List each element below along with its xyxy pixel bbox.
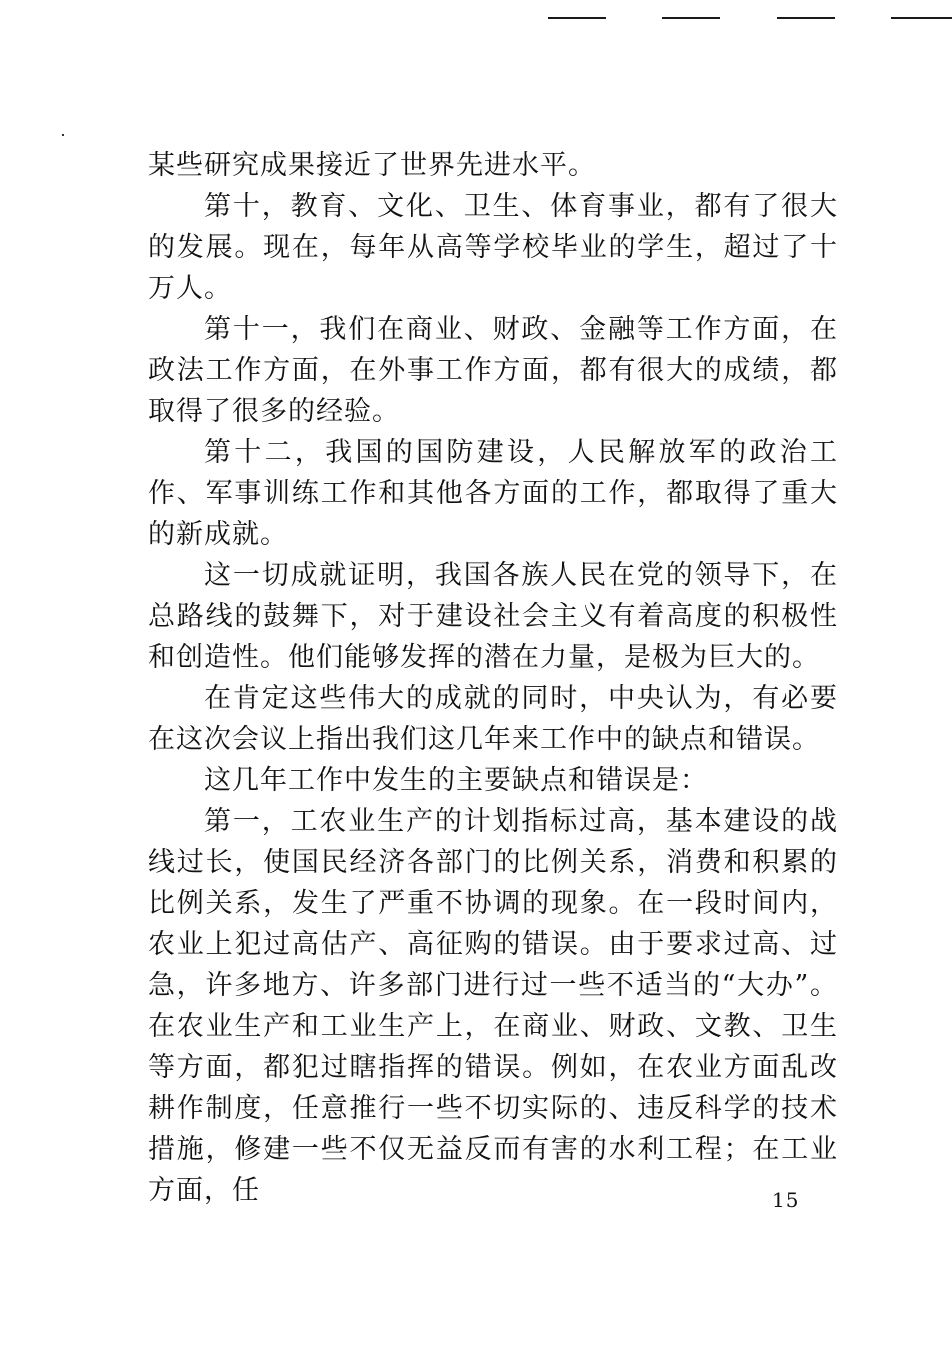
page-number: 15 (772, 1188, 800, 1212)
header-rule-1 (548, 17, 606, 19)
header-rule-2 (662, 17, 720, 19)
body-text (148, 145, 838, 1211)
paragraph: 第十一，我们在商业、财政、金融等工作方面，在政法工作方面，在外事工作方面，都有很大的成绩，都取得了很多的经验。 (148, 314, 838, 427)
paragraph: 第十，教育、文化、卫生、体育事业，都有了很大的发展。现在，每年从高等学校毕业的学生，超过了十万人。 (148, 191, 838, 304)
margin-speck (62, 134, 64, 136)
paragraph: 某些研究成果接近了世界先进水平。 (148, 150, 596, 181)
paragraph: 这一切成就证明，我国各族人民在党的领导下，在总路线的鼓舞下，对于建设社会主义有着高度的积极性和创造性。他们能够发挥的潜在力量，是极为巨大的。 (148, 560, 838, 673)
paragraph: 在肯定这些伟大的成就的同时，中央认为，有必要在这次会议上指出我们这几年来工作中的缺点和错误。 (148, 683, 838, 755)
paragraph: 第一，工农业生产的计划指标过高，基本建设的战线过长，使国民经济各部门的比例关系，消费和积累的比例关系，发生了严重不协调的现象。在一段时间内，农业上犯过高估产、高征购的错误。由于要求过高、过急，许多地方、许多部门进行过一些不适当的“大办”。在农业生产和工业生产上，在商业、财政、文教、卫生等方面，都犯过瞎指挥的错误。例如，在农业方面乱改耕作制度，任意推行一些不切实际的、违反科学的技术措施，修建一些不仅无益反而有害的水利工程；在工业方面，任 (148, 806, 838, 1206)
paragraph: 这几年工作中发生的主要缺点和错误是： (204, 765, 708, 796)
paragraph: 第十二，我国的国防建设，人民解放军的政治工作、军事训练工作和其他各方面的工作，都取得了重大的新成就。 (148, 437, 838, 550)
header-rule-4 (891, 17, 952, 19)
header-rule-3 (777, 17, 835, 19)
